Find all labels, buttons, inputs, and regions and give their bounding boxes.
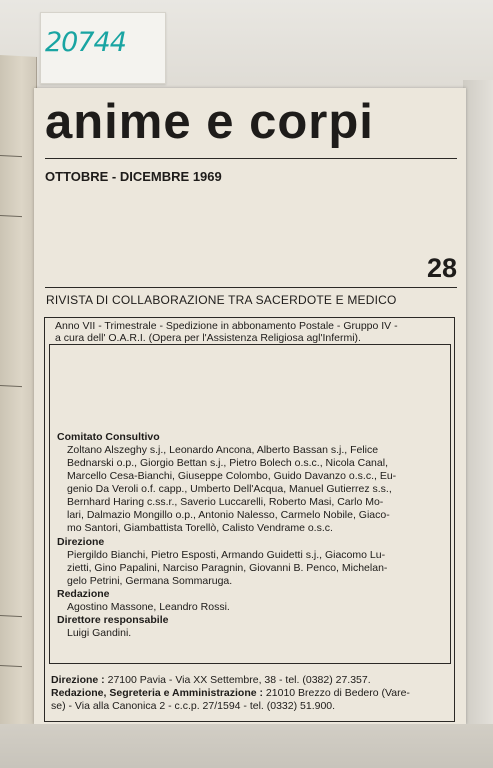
title-rule	[45, 158, 457, 159]
text-line: gelo Petrini, Germana Sommaruga.	[67, 575, 233, 587]
previous-page-edge	[0, 55, 37, 747]
footer-direzione	[51, 674, 449, 686]
section-heading-comitato: Comitato Consultivo	[57, 431, 160, 443]
text-line: Marcello Cesa-Bianchi, Giuseppe Colombo, Guido Davanzo o.s.c., Eu-	[67, 470, 397, 482]
text-line: Piergildo Bianchi, Pietro Esposti, Armando Guidetti s.j., Giacomo Lu-	[67, 549, 386, 561]
text-line: Bernhard Haring c.ss.r., Saverio Luccarelli, Roberto Masi, Carlo Mo-	[67, 496, 384, 508]
footer-text: 27100 Pavia - Via XX Settembre, 38 - tel. (0382) 27.357.	[104, 674, 371, 686]
info-line: Anno VII - Trimestrale - Spedizione in abbonamento Postale - Gruppo IV -	[55, 320, 398, 332]
magazine-title: anime e corpi	[45, 95, 374, 149]
text-line: Bednarski o.p., Giorgio Bettan s.j., Pietro Bolech o.s.c., Nicola Canal,	[67, 457, 388, 469]
text-line: Zoltano Alszeghy s.j., Leonardo Ancona, Alberto Bassan s.j., Felice	[67, 444, 379, 456]
background-right	[463, 80, 493, 768]
section-text-direttore	[67, 627, 452, 640]
contents-box	[49, 344, 451, 664]
text-line: mo Santori, Giambattista Torellò, Calisto Vendrame o.s.c.	[67, 522, 333, 534]
text-line: genio Da Veroli o.f. capp., Umberto Dell'Acqua, Manuel Gutierrez s.s.,	[67, 483, 392, 495]
page-rule	[0, 385, 22, 387]
section-text-comitato	[67, 444, 452, 535]
info-panel	[44, 317, 455, 722]
subtitle-rule	[45, 287, 457, 288]
issue-date: OTTOBRE - DICEMBRE 1969	[45, 169, 222, 184]
page-rule	[0, 615, 22, 617]
text-line: lari, Dalmazio Mongillo o.p., Antonio Nalesso, Carmelo Nobile, Giaco-	[67, 509, 390, 521]
handwritten-number: 20744	[45, 27, 126, 58]
background-bottom	[0, 724, 493, 768]
text-line: Agostino Massone, Leandro Rossi.	[67, 601, 230, 613]
footer-address: se) - Via alla Canonica 2 - c.c.p. 27/1594 - tel. (0332) 51.900.	[51, 700, 336, 712]
magazine-subtitle: RIVISTA DI COLLABORAZIONE TRA SACERDOTE E MEDICO	[46, 293, 397, 307]
footer-label: Direzione :	[51, 674, 105, 686]
footer-label: Redazione, Segreteria e Amministrazione :	[51, 687, 264, 699]
section-heading-redazione: Redazione	[57, 588, 110, 600]
page-rule	[0, 155, 22, 157]
page-rule	[0, 665, 22, 667]
section-text-direzione	[67, 549, 452, 588]
text-line: Luigi Gandini.	[67, 627, 132, 639]
section-heading-direttore: Direttore responsabile	[57, 614, 169, 626]
info-line: a cura dell' O.A.R.I. (Opera per l'Assistenza Religiosa agl'Infermi).	[55, 332, 361, 344]
section-text-redazione	[67, 601, 452, 614]
handwritten-label	[40, 12, 166, 84]
issue-number: 28	[427, 253, 458, 283]
section-heading-direzione: Direzione	[57, 536, 105, 548]
footer-text: 21010 Brezzo di Bedero (Vare-	[263, 687, 410, 699]
page-rule	[0, 215, 22, 217]
text-line: zietti, Gino Papalini, Narciso Paragnin, Giovanni B. Penco, Michelan-	[67, 562, 388, 574]
footer-redazione	[51, 687, 449, 699]
magazine-cover	[34, 88, 466, 724]
